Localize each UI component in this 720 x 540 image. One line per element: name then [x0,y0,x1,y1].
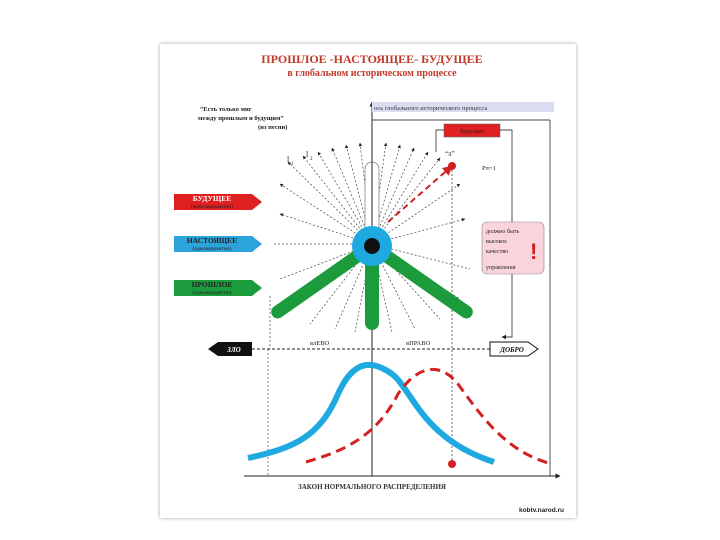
left-direction-label: влЕВО [310,340,330,347]
present-pupil [364,238,380,254]
red-curve-point [448,460,456,468]
distribution-caption: ЗАКОН НОРМАЛЬНОГО РАСПРЕДЕЛЕНИЯ [298,483,446,491]
evil-label: ЗЛО [227,346,241,354]
feedback-connectors [372,120,550,476]
right-direction-label: вПРАВО [406,340,431,347]
present-box-title: НАСТОЯЩЕЕ [186,236,238,245]
vector-label-sub2: 2 [310,157,313,162]
blue-normal-curve [248,365,494,462]
slide [160,44,576,518]
management-quality-box [482,222,544,274]
footer-url: kobtv.narod.ru [518,507,564,514]
good-label: ДОБРО [500,346,524,354]
pi-point [448,162,456,170]
good-evil-scale [208,340,538,356]
quote-line-3: (из песни) [258,124,288,131]
quote-line-2: между прошлым и будущим” [198,115,284,122]
present-box-sub: (одновариантно) [192,246,232,252]
vector-label-sub1: 1 [291,162,294,167]
past-present-future-diagram [160,44,576,518]
song-quote [198,106,287,131]
guide-lines [268,296,270,476]
red-future-box-label: Будущее [460,128,484,135]
vector-label-l2: l [306,150,309,159]
management-line-2: высокое [486,239,507,245]
exclamation-icon: ! [530,239,538,264]
pi-probability: Pπ=1 [482,165,496,172]
diagram-subtitle: в глобальном историческом процессе [287,68,457,79]
pi-trajectory [388,166,452,222]
axis-label: ось глобального исторического процесса [374,105,488,112]
vector-labels [287,150,313,167]
management-line-3: качество [486,249,509,255]
future-box-sub: (многовариантно) [191,204,233,210]
diagram-title: ПРОШЛОЕ -НАСТОЯЩЕЕ- БУДУЩЕЕ [261,52,483,66]
past-box-title: ПРОШЛОЕ [191,280,233,289]
past-box-sub: (одновариантно) [192,290,232,296]
vector-label-l1: l [287,155,290,164]
management-line-1: должно быть [486,229,520,235]
quote-line-1: “Есть только миг [200,106,252,113]
pi-label: “π” [445,150,455,158]
management-line-4: управления [486,265,516,271]
future-box-title: БУДУЩЕЕ [192,194,232,203]
left-boxes [174,194,262,296]
